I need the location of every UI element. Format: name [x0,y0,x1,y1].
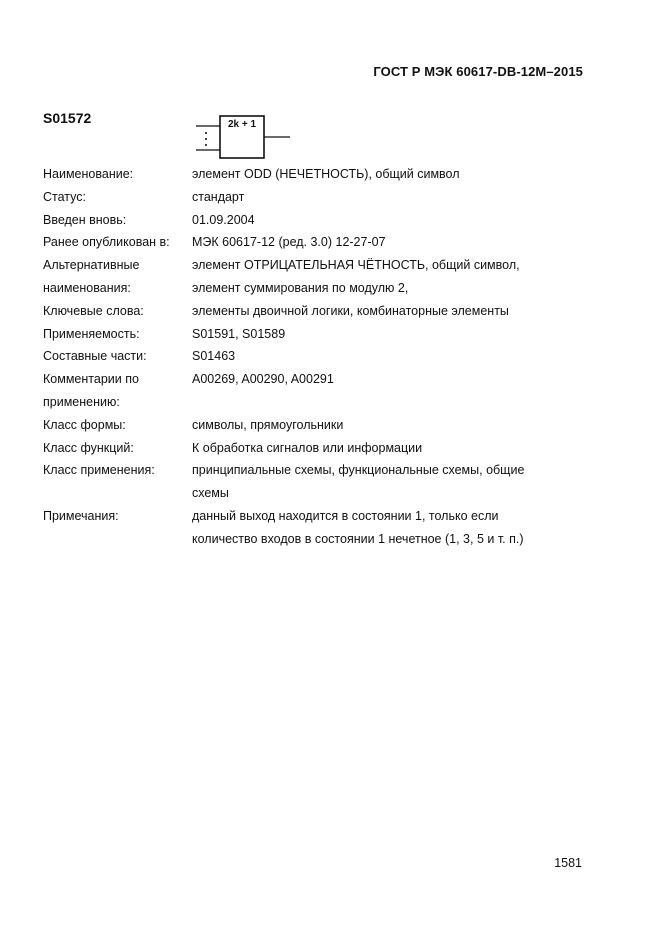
property-row [43,300,603,323]
property-row [43,231,603,254]
property-row [43,368,603,414]
input-dot [205,144,207,146]
property-key [43,368,192,414]
property-key-line: наименования: [43,280,131,295]
property-row [43,254,603,300]
property-value: элементы двоичной логики, комбинаторные элементы [192,303,509,318]
properties-table [43,163,603,551]
property-value-line: данный выход находится в состоянии 1, только если [192,508,499,523]
page-number: 1581 [554,856,582,870]
property-key [43,254,192,300]
property-key: Применяемость: [43,326,140,341]
property-row [43,163,603,186]
property-value: МЭК 60617-12 (ред. 3.0) 12-27-07 [192,235,386,250]
property-value: S01463 [192,349,236,364]
property-value: К обработка сигналов или информации [192,440,423,455]
property-value: стандарт [192,189,245,204]
property-row [43,505,603,551]
property-key: Статус: [43,189,86,204]
symbol-box-label: 2k + 1 [227,119,257,130]
property-key: Составные части: [43,349,147,364]
property-key: Класс применения: [43,463,155,478]
property-key-line: применению: [43,394,120,409]
input-dot [205,138,207,140]
property-value-line: количество входов в состоянии 1 нечетное (1, 3, 5 и т. п.) [192,531,524,546]
property-value: элемент ODD (НЕЧЕТНОСТЬ), общий символ [192,167,460,181]
property-key: Класс формы: [43,417,126,432]
property-value: 01.09.2004 [192,212,255,227]
property-value-line: схемы [192,486,229,501]
property-key: Примечания: [43,508,119,523]
property-row [43,345,603,368]
property-key: Введен вновь: [43,212,127,227]
property-value-line: элемент ОТРИЦАТЕЛЬНАЯ ЧЁТНОСТЬ, общий символ, [192,258,520,273]
property-key: Наименование: [43,167,134,181]
property-row [43,459,603,505]
property-value [192,505,603,551]
property-key-line: Альтернативные [43,258,140,273]
property-row [43,323,603,346]
property-key: Класс функций: [43,440,134,455]
property-row [43,209,603,232]
odd-element-symbol [194,110,294,166]
property-value-line: элемент суммирования по модулю 2, [192,280,409,295]
property-value [192,459,603,505]
property-key: Ключевые слова: [43,303,144,318]
property-row [43,186,603,209]
property-value: символы, прямоугольники [192,417,344,432]
property-value [192,254,603,300]
property-value: A00269, A00290, A00291 [192,372,334,387]
property-key: Ранее опубликован в: [43,235,170,250]
property-value-line: принципиальные схемы, функциональные схемы, общие [192,463,525,478]
property-value: S01591, S01589 [192,326,286,341]
property-key-line: Комментарии по [43,372,139,387]
property-row [43,414,603,437]
symbol-code: S01572 [43,110,92,126]
document-header: ГОСТ Р МЭК 60617-DB-12M–2015 [373,64,583,79]
property-row [43,437,603,460]
input-dot [205,132,207,134]
